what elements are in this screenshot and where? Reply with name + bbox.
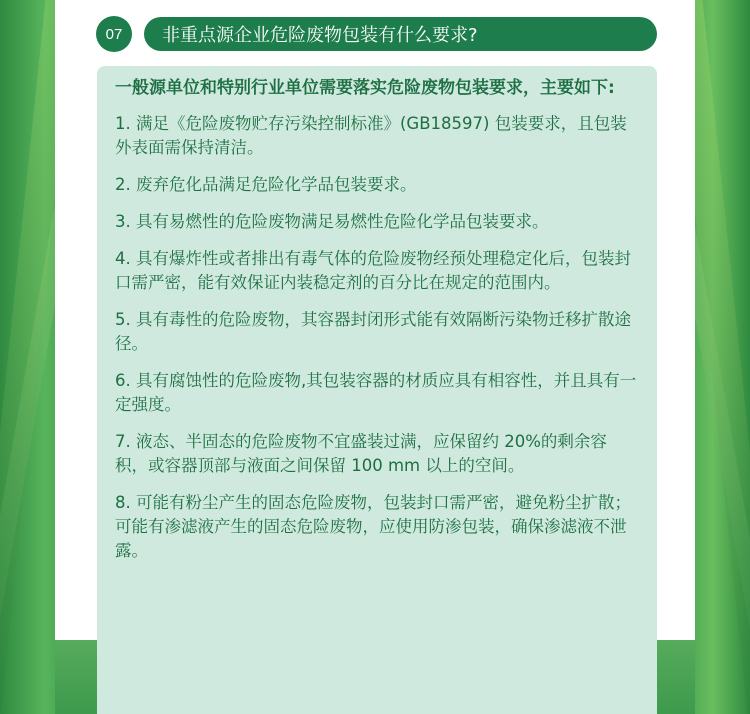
list-item: 2. 废弃危化品满足危险化学品包装要求。 [115,175,417,194]
list-item: 7. 液态、半固态的危险废物不宜盛装过满，应保留约 20%的剩余容积，或容器顶部与液面之间保留 100 mm 以上的空间。 [115,432,607,475]
content-panel [97,66,657,714]
list-item: 5. 具有毒性的危险废物，其容器封闭形式能有效隔断污染物迁移扩散途径。 [115,310,631,353]
list-item: 6. 具有腐蚀性的危险废物,其包装容器的材质应具有相容性，并且具有一定强度。 [115,371,637,414]
section-header [96,16,657,52]
intro-text: 一般源单位和特别行业单位需要落实危险废物包装要求，主要如下: [115,78,615,98]
list-item: 3. 具有易燃性的危险废物满足易燃性危险化学品包装要求。 [115,212,549,231]
list-item: 4. 具有爆炸性或者排出有毒气体的危险废物经预处理稳定化后，包装封口需严密，能有效保证内装稳定剂的百分比在规定的范围内。 [115,249,631,292]
section-number-badge: 07 [96,16,132,52]
list-item: 8. 可能有粉尘产生的固态危险废物，包装封口需严密，避免粉尘扩散；可能有渗滤液产生的固态危险废物，应使用防渗包装，确保渗滤液不泄露。 [115,493,631,560]
section-title: 非重点源企业危险废物包装有什么要求? [144,17,657,51]
list-item: 1. 满足《危险废物贮存污染控制标准》(GB18597) 包装要求，且包装外表面需保持清洁。 [115,114,627,157]
